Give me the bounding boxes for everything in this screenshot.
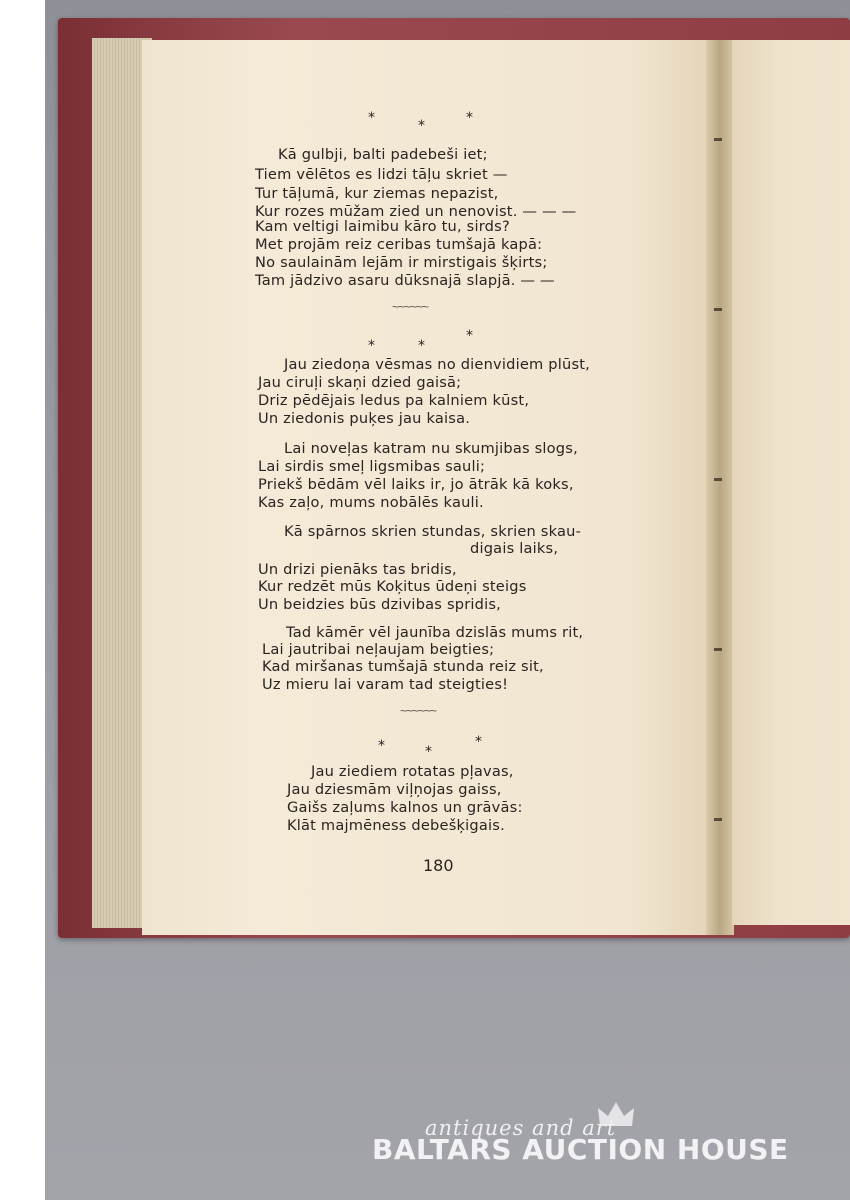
poem-line: Kur rozes mūžam zied un nenovist. — — —: [255, 203, 577, 220]
poem-line: Tiem vēlētos es lidzi tāļu skriet —: [255, 166, 508, 183]
poem-line: Jau dziesmām viļņojas gaiss,: [287, 781, 502, 798]
section-star: *: [418, 338, 425, 354]
poem-line: digais laiks,: [470, 540, 559, 557]
poem-line: Jau ciruļi skaņi dzied gaisā;: [258, 374, 462, 391]
section-star: *: [425, 744, 432, 760]
poem-line: Gaišs zaļums kalnos un grāvās:: [287, 799, 523, 816]
poem-line: Jau ziediem rotatas pļavas,: [311, 763, 514, 780]
poem-line: Tur tāļumā, kur ziemas nepazist,: [255, 185, 499, 202]
binding-stitch: [714, 138, 722, 141]
binding-stitch: [714, 478, 722, 481]
poem-line: Kur redzēt mūs Koķitus ūdeņi steigs: [258, 578, 527, 595]
poem-line: Priekš bēdām vēl laiks ir, jo ātrāk kā koks,: [258, 476, 574, 493]
watermark-logo-text: BALTARS AUCTION HOUSE: [372, 1133, 789, 1166]
poem-line: Uz mieru lai varam tad steigties!: [262, 676, 509, 693]
poem-line: Un ziedonis puķes jau kaisa.: [258, 410, 471, 427]
binding-stitch: [714, 648, 722, 651]
poem-line: Jau ziedoņa vēsmas no dienvidiem plūst,: [284, 356, 591, 373]
section-star: *: [368, 338, 375, 354]
poem-line: Tam jādzivo asaru dūksnajā slapjā. — —: [255, 272, 555, 289]
book-gutter: [706, 40, 734, 935]
section-star: *: [466, 328, 473, 344]
binding-stitch: [714, 818, 722, 821]
poem-line: Klāt majmēness debešķigais.: [287, 817, 505, 834]
binding-stitch: [714, 308, 722, 311]
poem-line: Met projām reiz ceribas tumšajā kapā:: [255, 236, 543, 253]
right-page: [732, 40, 850, 925]
section-star: *: [418, 118, 425, 134]
page-number: 180: [423, 856, 454, 875]
poem-line: Lai sirdis smeļ ligsmibas sauli;: [258, 458, 486, 475]
poem-line: Lai noveļas katram nu skumjibas slogs,: [284, 440, 578, 457]
section-star: *: [466, 110, 473, 126]
section-divider: ~~~~~~: [400, 704, 437, 718]
poem-line: Kad miršanas tumšajā stunda reiz sit,: [262, 658, 544, 675]
poem-line: Un drizi pienāks tas bridis,: [258, 561, 457, 578]
poem-line: Tad kāmēr vēl jaunība dzislās mums rit,: [286, 624, 584, 641]
poem-line: Driz pēdējais ledus pa kalniem kūst,: [258, 392, 530, 409]
watermark-tagline: antiques and art: [425, 1116, 617, 1140]
poem-line: Un beidzies būs dzivibas spridis,: [258, 596, 502, 613]
poem-line: Lai jautribai neļaujam beigties;: [262, 641, 495, 658]
poem-line: Kas zaļo, mums nobālēs kauli.: [258, 494, 484, 511]
poem-line: Kā gulbji, balti padebeši iet;: [278, 146, 488, 163]
section-star: *: [368, 110, 375, 126]
poem-line: Kā spārnos skrien stundas, skrien skau-: [284, 523, 582, 540]
poem-line: Kam veltigi laimibu kāro tu, sirds?: [255, 218, 510, 235]
section-star: *: [378, 738, 385, 754]
poem-line: No saulainām lejām ir mirstigais šķirts;: [255, 254, 548, 271]
section-divider: ~~~~~~: [392, 300, 429, 314]
section-star: *: [475, 734, 482, 750]
